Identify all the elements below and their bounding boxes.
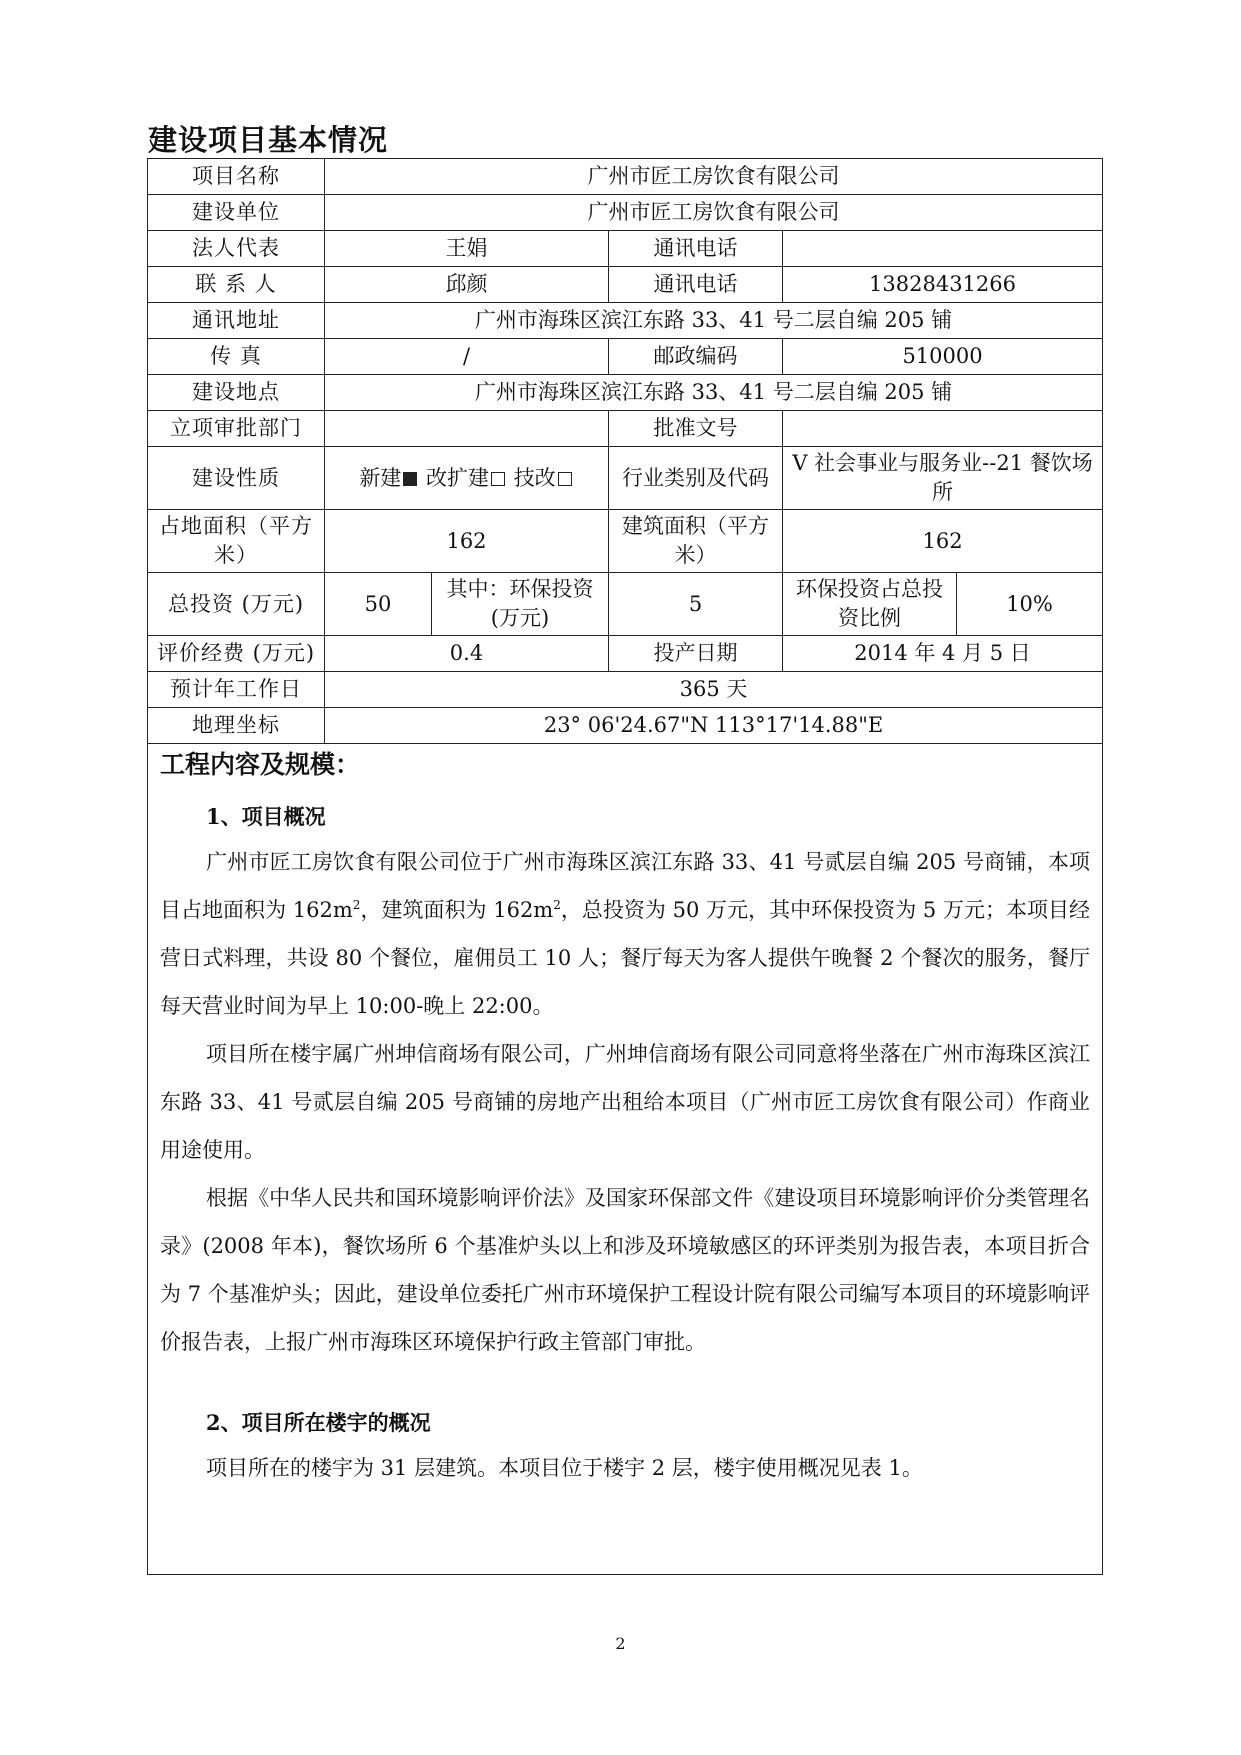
row-project-name xyxy=(148,159,1103,195)
page-number: 2 xyxy=(615,1634,626,1653)
value-legal-rep: 王娟 xyxy=(325,231,609,267)
project-info-table xyxy=(147,158,1103,1575)
value-phone-2: 13828431266 xyxy=(783,267,1103,303)
label-floor-area: 建筑面积（平方米） xyxy=(609,510,783,573)
label-contact: 联 系 人 xyxy=(148,267,325,303)
label-start-date: 投产日期 xyxy=(609,636,783,672)
label-env-investment: 其中：环保投资(万元) xyxy=(432,573,609,636)
row-nature xyxy=(148,447,1103,510)
value-postcode: 510000 xyxy=(783,339,1103,375)
value-project-name: 广州市匠工房饮食有限公司 xyxy=(325,159,1103,195)
paragraph-2: 项目所在楼宇属广州坤信商场有限公司，广州坤信商场有限公司同意将坐落在广州市海珠区滨江东路 33、41 号贰层自编 205 号商铺的房地产出租给本项目（广州市匠工房饮食有限公司）作商业用途使用。 xyxy=(160,1042,1091,1162)
paragraph-3: 根据《中华人民共和国环境影响评价法》及国家环保部文件《建设项目环境影响评价分类管理名录》(2008 年本)，餐饮场所 6 个基准炉头以上和涉及环境敏感区的环评类别为报告表，本项目折合为 7 个基准炉头；因此，建设单位委托广州市环境保护工程设计院有限公司编写本项目的环境影响评价报告表，上报广州市海珠区环境保护行政主管部门审批。 xyxy=(160,1186,1091,1354)
paragraph-1 xyxy=(160,838,1090,1030)
row-approval xyxy=(148,411,1103,447)
row-fax xyxy=(148,339,1103,375)
label-approval-dept: 立项审批部门 xyxy=(148,411,325,447)
section-heading: 工程内容及规模： xyxy=(160,750,361,779)
row-investment xyxy=(148,573,1103,636)
label-project-name: 项目名称 xyxy=(148,159,325,195)
value-env-investment: 5 xyxy=(609,573,783,636)
value-industry: V 社会事业与服务业--21 餐饮场所 xyxy=(783,447,1103,510)
value-workdays: 365 天 xyxy=(325,672,1103,708)
label-workdays: 预计年工作日 xyxy=(148,672,325,708)
label-site: 建设地点 xyxy=(148,375,325,411)
value-fax: / xyxy=(325,339,609,375)
paragraph-1-part-b: ，建筑面积为 162m xyxy=(360,898,554,922)
row-builder xyxy=(148,195,1103,231)
row-site xyxy=(148,375,1103,411)
checkbox-new xyxy=(403,472,417,486)
row-area xyxy=(148,510,1103,573)
label-land-area: 占地面积（平方米） xyxy=(148,510,325,573)
row-content xyxy=(148,744,1103,1575)
value-floor-area: 162 xyxy=(783,510,1103,573)
row-legal-rep xyxy=(148,231,1103,267)
page-title: 建设项目基本情况 xyxy=(148,123,389,157)
value-start-date: 2014 年 4 月 5 日 xyxy=(783,636,1103,672)
row-address xyxy=(148,303,1103,339)
label-coords: 地理坐标 xyxy=(148,708,325,744)
label-env-ratio: 环保投资占总投资比例 xyxy=(783,573,957,636)
label-approval-no: 批准文号 xyxy=(609,411,783,447)
label-legal-rep: 法人代表 xyxy=(148,231,325,267)
value-nature xyxy=(325,447,609,510)
paragraph-1-part-c: ，总投资为 50 万元，其中环保投资为 5 万元；本项目经营日式料理，共设 80 个餐位，雇佣员工 10 人；餐厅每天为客人提供午晚餐 2 个餐次的服务，餐厅每天营业时间为早上 10:00-晚上 22:00。 xyxy=(160,898,1091,1018)
option-renovate: 技改 xyxy=(513,465,556,490)
label-fee: 评价经费 (万元) xyxy=(148,636,325,672)
label-postcode: 邮政编码 xyxy=(609,339,783,375)
value-total-investment: 50 xyxy=(325,573,432,636)
row-contact xyxy=(148,267,1103,303)
paragraph-4: 项目所在的楼宇为 31 层建筑。本项目位于楼宇 2 层，楼宇使用概况见表 1。 xyxy=(206,1456,923,1480)
row-coords xyxy=(148,708,1103,744)
label-address: 通讯地址 xyxy=(148,303,325,339)
option-expand: 改扩建 xyxy=(426,465,489,490)
value-phone-1 xyxy=(783,231,1103,267)
superscript-2: 2 xyxy=(553,898,561,912)
value-builder: 广州市匠工房饮食有限公司 xyxy=(325,195,1103,231)
paragraph-1-part-a: 广州市匠工房饮食有限公司位于广州市海珠区滨江东路 33、41 号贰层自编 205 号商铺，本项目占地面积为 162m xyxy=(160,850,1091,922)
value-env-ratio: 10% xyxy=(957,573,1103,636)
value-land-area: 162 xyxy=(325,510,609,573)
option-new: 新建 xyxy=(359,465,402,490)
label-phone-1: 通讯电话 xyxy=(609,231,783,267)
content-cell xyxy=(148,744,1103,1575)
row-fee xyxy=(148,636,1103,672)
value-address: 广州市海珠区滨江东路 33、41 号二层自编 205 铺 xyxy=(325,303,1103,339)
row-workdays xyxy=(148,672,1103,708)
value-fee: 0.4 xyxy=(325,636,609,672)
label-builder: 建设单位 xyxy=(148,195,325,231)
label-industry: 行业类别及代码 xyxy=(609,447,783,510)
label-nature: 建设性质 xyxy=(148,447,325,510)
value-approval-no xyxy=(783,411,1103,447)
value-site: 广州市海珠区滨江东路 33、41 号二层自编 205 铺 xyxy=(325,375,1103,411)
value-approval-dept xyxy=(325,411,609,447)
value-coords: 23° 06'24.67"N 113°17'14.88"E xyxy=(325,708,1103,744)
checkbox-renovate xyxy=(558,472,572,486)
label-fax: 传 真 xyxy=(148,339,325,375)
superscript-1: 2 xyxy=(352,898,361,912)
label-total-investment: 总投资 (万元) xyxy=(148,573,325,636)
checkbox-expand xyxy=(491,472,505,486)
value-contact: 邱颜 xyxy=(325,267,609,303)
subsection-2-title: 2、项目所在楼宇的概况 xyxy=(206,1410,431,1435)
label-phone-2: 通讯电话 xyxy=(609,267,783,303)
subsection-1-title: 1、项目概况 xyxy=(206,804,326,829)
